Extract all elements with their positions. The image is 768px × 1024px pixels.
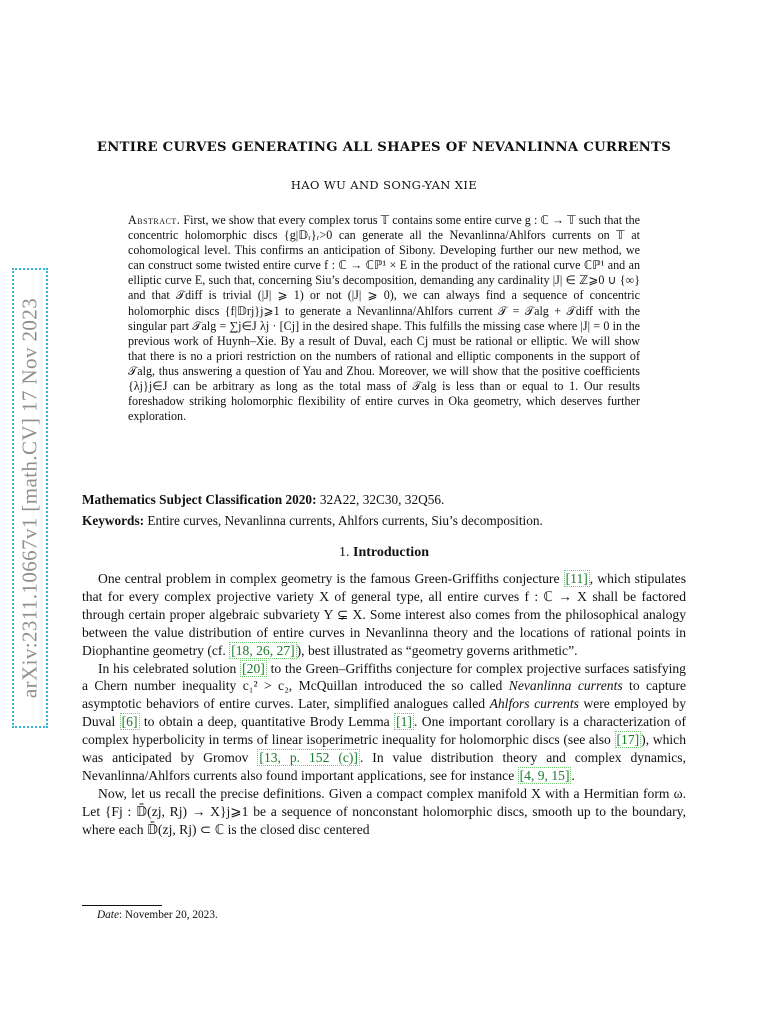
- citation-link[interactable]: [4, 9, 15]: [519, 767, 570, 783]
- citation-link[interactable]: [6]: [121, 714, 138, 730]
- paragraph-text: . In value distribution theory and complex dynamics, Nevanlinna/Ahlfors currents also found important applications, see for instance: [82, 750, 686, 783]
- arxiv-identifier[interactable]: arXiv:2311.10667v1 [math.CV] 17 Nov 2023: [17, 297, 42, 699]
- citation-link[interactable]: [20]: [242, 660, 265, 676]
- paper-title: ENTIRE CURVES GENERATING ALL SHAPES OF NEVANLINNA CURRENTS: [96, 140, 672, 155]
- paragraph-text: were employed by Duval: [82, 696, 686, 730]
- paper-authors: HAO WU AND SONG-YAN XIE: [290, 178, 478, 192]
- paragraph: Now, let us recall the precise definitions. Given a compact complex manifold X with a Hermitian form ω. Let {Fj : 𝔻̄(zj, Rj) → X}j⩾1 be a sequence of nonconstant holomorphic discs, smooth up to the boundary, where each 𝔻̄(zj, Rj) ⊂ ℂ is the closed disc centered: [82, 785, 686, 837]
- emphasis: Nevanlinna currents: [508, 678, 623, 694]
- citation-link[interactable]: [13, p. 152 (c)]: [259, 750, 358, 766]
- paragraph-text: to capture asymptotic behaviors of entire curves. Later, simplified analogues called: [82, 678, 687, 712]
- citation-link[interactable]: [11]: [565, 571, 588, 586]
- paragraph-text: .: [571, 767, 575, 783]
- abstract-label: Abstract.: [128, 213, 181, 227]
- paragraph-text: . One important corollary is a characterization of complex hyperbolicity in terms of linear isoperimetric inequality for holomorphic discs (see also: [82, 714, 686, 748]
- msc-line: [82, 492, 686, 508]
- footnote-rule: [82, 905, 162, 906]
- abstract-text: First, we show that every complex torus 𝕋 contains some entire curve g : ℂ → 𝕋 such that the concentric holomorphic discs {g|𝔻ᵣ}ᵣ>0 can generate all the Nevanlinna/Ahlfors currents on 𝕋 at cohomological level. This confirms an anticipation of Sibony. Developing further our new method, we can construct some twisted entire curve f : ℂ → ℂℙ¹ × E in the product of the rational curve ℂℙ¹ and an elliptic curve E, such that, concerning Siu’s decomposition, demanding any cardinality |J| ∈ ℤ⩾0 ∪ {∞} and that 𝒯diff is trivial (|J| ⩾ 1) or not (|J| ⩾ 0), we can always find a sequence of concentric holomorphic discs {f|𝔻rj}j⩾1 to generate a Nevanlinna/Ahlfors current 𝒯 = 𝒯alg + 𝒯diff with the singular part 𝒯alg = ∑j∈J λj · [Cj] in the desired shape. This fulfills the missing case where |J| = 0 in the previous work of Huynh–Xie. By a result of Duval, each Cj must be rational or elliptic. We will show that there is no a priori restriction on the numbers of rational and elliptic components in the support of 𝒯alg, thus answering a question of Yau and Zhou. Moreover, we will show that the positive coefficients {λj}j∈J can be arbitrary as long as the total mass of 𝒯alg is less than or equal to 1. Our results foreshadow striking holomorphic flexibility of entire curves in Oka geometry, which deserves further exploration.: [128, 213, 640, 424]
- paragraph: [82, 660, 686, 785]
- section-number: 1.: [339, 545, 350, 560]
- keywords-line: [82, 513, 686, 529]
- paragraph-text: In his celebrated solution: [98, 660, 241, 676]
- arxiv-stamp[interactable]: [12, 268, 48, 728]
- section-title: Introduction: [353, 545, 429, 560]
- paragraph: [82, 570, 686, 660]
- paragraph-text: to obtain a deep, quantitative Brody Lemma: [139, 714, 395, 730]
- paragraph-text: ), best illustrated as “geometry governs arithmetic”.: [296, 642, 578, 658]
- msc-label: Mathematics Subject Classification 2020:: [82, 492, 317, 507]
- msc-value: 32A22, 32C30, 32Q56.: [319, 492, 445, 507]
- citation-link[interactable]: [1]: [396, 714, 412, 730]
- citation-link[interactable]: [17]: [616, 732, 640, 748]
- section-body: [82, 570, 686, 839]
- paragraph-text: , which stipulates that for every complex projective variety X of general type, all entire curves f : ℂ → X shall be factored through certain proper algebraic subvariety Y ⊊ X. Some interest also comes from the philosophical analogy between the value distribution of entire curves in Nevanlinna theory and the locations of rational points in Diophantine geometry (cf.: [82, 571, 686, 658]
- abstract: [128, 213, 640, 424]
- keywords-value: Entire curves, Nevanlinna currents, Ahlfors currents, Siu’s decomposition.: [147, 513, 543, 528]
- keywords-label: Keywords:: [82, 513, 145, 528]
- section-heading: [82, 545, 686, 561]
- paragraph-text: to the Green–Griffiths conjecture for complex projective surfaces satisfying a Chern number inequality c₁² > c₂, McQuillan introduced the so called: [82, 660, 686, 694]
- paragraph-text: One central problem in complex geometry is the famous Green-Griffiths conjecture: [98, 571, 564, 586]
- citation-link[interactable]: [18, 26, 27]: [231, 642, 295, 658]
- emphasis: Ahlfors currents: [489, 696, 579, 712]
- footnote-label: Date: [97, 909, 119, 921]
- footnote-date: [97, 909, 218, 921]
- paragraph-text: ), which was anticipated by Gromov: [82, 732, 686, 766]
- footnote-value: : November 20, 2023.: [118, 909, 218, 921]
